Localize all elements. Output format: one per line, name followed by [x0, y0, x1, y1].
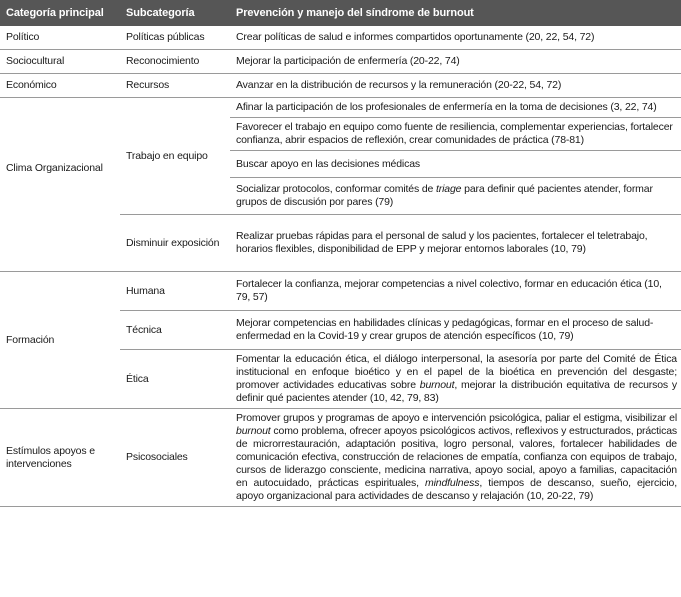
text-segment: para definir qué pacientes atender, formar grupos de discusión por pares (79) — [236, 183, 653, 208]
text-emphasis: mindfulness — [425, 477, 480, 489]
prevention-cell: Crear políticas de salud e informes compartidos oportunamente (20, 22, 54, 72) — [230, 26, 681, 50]
text-emphasis: burnout — [419, 379, 455, 391]
category-cell: Clima Organizacional — [0, 98, 120, 272]
prevention-cell — [230, 178, 681, 215]
header-prevention: Prevención y manejo del síndrome de burnout — [230, 0, 681, 26]
text-emphasis: burnout — [236, 425, 271, 437]
table-row — [0, 98, 681, 118]
prevention-cell: Avanzar en la distribución de recursos y la remuneración (20-22, 54, 72) — [230, 74, 681, 98]
prevention-cell — [230, 409, 681, 507]
prevention-cell: Favorecer el trabajo en equipo como fuente de resiliencia, complementar experiencias, fortalecer confianza, abrir espacios de reflexión, crear comunidades de práctica (78-81) — [230, 118, 681, 151]
category-cell: Formación — [0, 272, 120, 409]
subcategory-cell: Recursos — [120, 74, 230, 98]
category-cell: Sociocultural — [0, 50, 120, 74]
subcategory-cell: Humana — [120, 272, 230, 311]
subcategory-cell: Políticas públicas — [120, 26, 230, 50]
category-cell: Estímulos apoyos e intervenciones — [0, 409, 120, 507]
prevention-cell — [230, 350, 681, 409]
text-segment: Socializar protocolos, conformar comités de — [236, 183, 436, 195]
subcategory-cell: Trabajo en equipo — [120, 98, 230, 215]
subcategory-cell: Técnica — [120, 311, 230, 350]
prevention-cell: Fortalecer la confianza, mejorar competencias a nivel colectivo, formar en educación ética (10, 79, 57) — [230, 272, 681, 311]
table-row — [0, 74, 681, 98]
table-row — [0, 50, 681, 74]
subcategory-cell: Ética — [120, 350, 230, 409]
category-cell: Económico — [0, 74, 120, 98]
header-row — [0, 0, 681, 26]
prevention-cell: Afinar la participación de los profesionales de enfermería en la toma de decisiones (3, 22, 74) — [230, 98, 681, 118]
prevention-cell: Buscar apoyo en las decisiones médicas — [230, 151, 681, 178]
subcategory-cell: Disminuir exposición — [120, 215, 230, 272]
table-row — [0, 272, 681, 311]
table-row — [0, 409, 681, 507]
prevention-cell: Mejorar competencias en habilidades clínicas y pedagógicas, formar en el proceso de salud-enfermedad en la Covid-19 y crear grupos de atención específicos (10, 79) — [230, 311, 681, 350]
text-segment: Promover grupos y programas de apoyo e intervención psicológica, paliar el estigma, visibilizar el — [236, 412, 677, 424]
category-cell: Político — [0, 26, 120, 50]
header-main-category: Categoría principal — [0, 0, 120, 26]
header-subcategory: Subcategoría — [120, 0, 230, 26]
prevention-cell: Mejorar la participación de enfermería (20-22, 74) — [230, 50, 681, 74]
text-segment: , mejorar la distribución equitativa de recursos y definir qué pacientes atender (10, 42, 79, 83) — [236, 379, 678, 404]
text-segment: Fomentar la educación ética, el diálogo interpersonal, la asesoría por parte del Comité de Ética institucional en enfoque bioético y en el papel de la bioética en prevención del desgaste; promover actividades educativas sobre — [236, 353, 677, 391]
text-emphasis: triage — [436, 183, 462, 195]
prevention-cell: Realizar pruebas rápidas para el personal de salud y los pacientes, fortalecer el teletrabajo, horarios flexibles, disponibilidad de EPP y mejorar entornos laborales (10, 79) — [230, 215, 681, 272]
subcategory-cell: Psicosociales — [120, 409, 230, 507]
text-segment: como problema, ofrecer apoyos psicológicos activos, reflexivos y estructurados, prácticas de microrrestauración, adaptación positiva, logro personal, valores, fortalecer habilidades de comunicación efectiva, construcción de relaciones de empatía, confianza con equipos de trabajo, cursos de liderazgo consciente, medicina narrativa, apoyo social, apoyo a familias, capacitación en autocuidado, prácticas espirituales, — [236, 425, 677, 489]
table-row — [0, 26, 681, 50]
subcategory-cell: Reconocimiento — [120, 50, 230, 74]
text-segment: , tiempos de descanso, sueño, ejercicio, apoyo organizacional para actividades de descanso y relajación (10, 20-22, 79) — [236, 477, 677, 502]
